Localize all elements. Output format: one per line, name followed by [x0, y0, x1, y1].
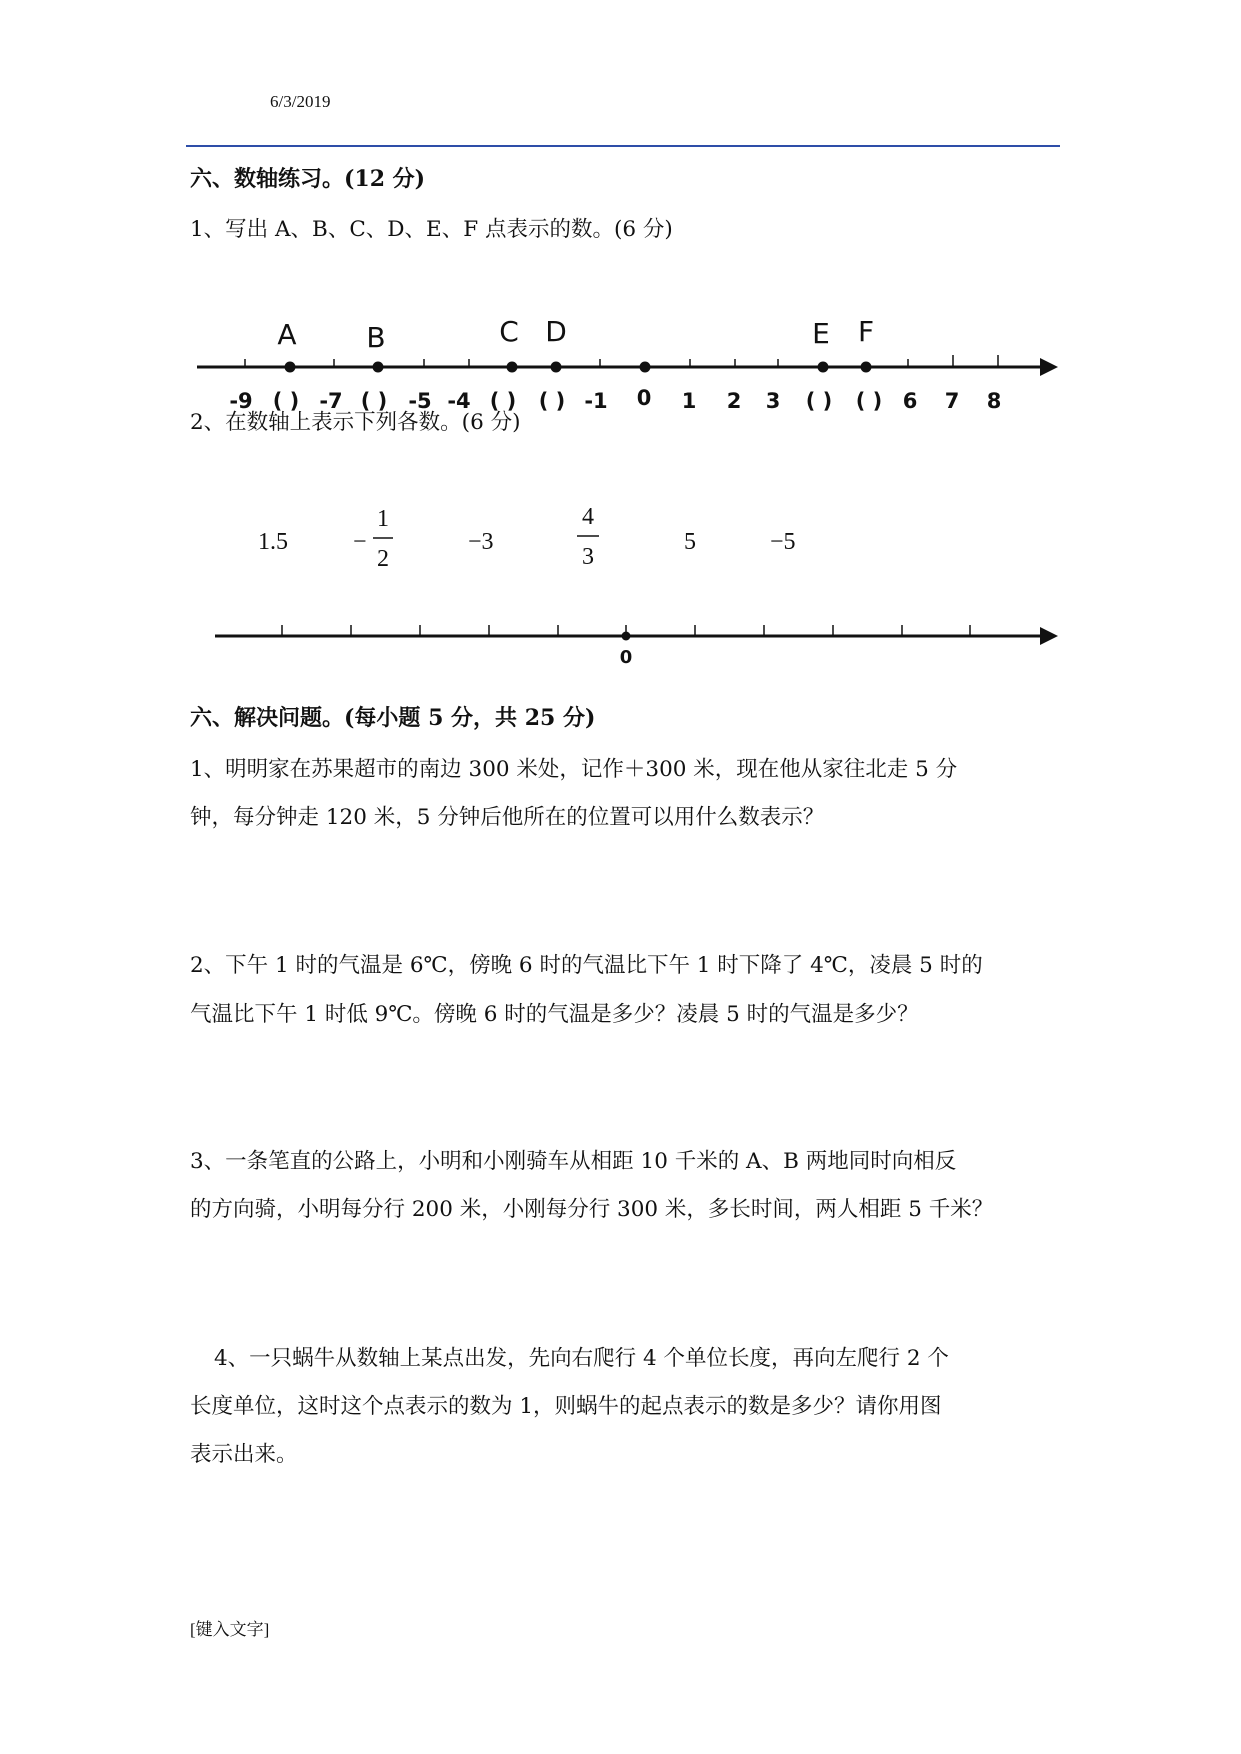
tick-label-blank: ( ) [855, 389, 883, 413]
point-label-e: E [812, 317, 830, 350]
tick-label: -1 [584, 389, 608, 413]
tick-label: -7 [319, 389, 343, 413]
tick-label-blank: ( ) [805, 389, 833, 413]
point-label-d: D [545, 315, 567, 348]
tick-label-blank: ( ) [272, 389, 300, 413]
question-1-text: 1、写出 A、B、C、D、E、F 点表示的数。(6 分) [190, 217, 673, 242]
fraction-sign: − [353, 529, 367, 555]
point-labels [277, 315, 874, 354]
tick-label: 1 [681, 389, 697, 413]
problem-4-line-3: 表示出来。 [190, 1442, 298, 1467]
fraction-numerator: 1 [377, 506, 389, 532]
point-b [373, 362, 384, 373]
fraction-numerator: 4 [582, 504, 594, 530]
number-line-2 [0, 600, 1241, 670]
section-title-numberline: 六、数轴练习。(12 分) [190, 166, 426, 192]
origin-point [622, 632, 631, 641]
point-e [818, 362, 829, 373]
problem-3-line-2: 的方向骑，小明每分行 200 米，小刚每分行 300 米，多长时间，两人相距 5 千米？ [190, 1197, 994, 1222]
fraction-denominator: 3 [582, 544, 594, 570]
number-5: 5 [684, 529, 696, 555]
problem-2-line-1: 2、下午 1 时的气温是 6℃，傍晚 6 时的气温比下午 1 时下降了 4℃，凌晨 5 时的 [190, 953, 983, 978]
axis-arrow [1040, 358, 1058, 376]
problem-3-line-1: 3、一条笔直的公路上，小明和小刚骑车从相距 10 千米的 A、B 两地同时向相反 [190, 1149, 957, 1174]
number-line-1 [0, 0, 1241, 440]
tick-label: 3 [765, 389, 781, 413]
problem-2-line-2: 气温比下午 1 时低 9℃。傍晚 6 时的气温是多少？凌晨 5 时的气温是多少？ [190, 1002, 919, 1027]
tick-label-blank: ( ) [489, 389, 517, 413]
tick-label: 2 [726, 389, 742, 413]
tick-label: -4 [447, 389, 471, 413]
fraction-denominator: 2 [377, 546, 389, 572]
point-f [861, 362, 872, 373]
section-title-problems: 六、解决问题。(每小题 5 分，共 25 分) [190, 705, 596, 731]
point-c [507, 362, 518, 373]
point-label-f: F [857, 315, 875, 348]
tick-label: 7 [944, 389, 960, 413]
origin-label: 0 [619, 647, 633, 668]
axis-arrow [1040, 627, 1058, 645]
tick-label: -5 [408, 389, 432, 413]
numbers-to-plot [0, 490, 1241, 590]
point-origin [640, 362, 651, 373]
problem-4-line-1: 4、一只蜗牛从数轴上某点出发，先向右爬行 4 个单位长度，再向左爬行 2 个 [214, 1346, 949, 1371]
tick-label: -9 [229, 389, 253, 413]
footer-placeholder: [键入文字] [190, 1620, 270, 1639]
problem-4-line-2: 长度单位，这时这个点表示的数为 1，则蜗牛的起点表示的数是多少？请你用图 [190, 1394, 942, 1419]
tick-label-blank: ( ) [360, 389, 388, 413]
point-d [551, 362, 562, 373]
tick-label: 6 [902, 389, 918, 413]
header-date: 6/3/2019 [270, 92, 331, 111]
question-2-text: 2、在数轴上表示下列各数。(6 分) [190, 410, 521, 435]
tick-label: 0 [636, 386, 652, 410]
number-neg-3: −3 [468, 529, 494, 555]
tick-label: 8 [986, 389, 1002, 413]
tick-label-blank: ( ) [538, 389, 566, 413]
number-neg-5: −5 [770, 529, 796, 555]
problem-1-line-1: 1、明明家在苏果超市的南边 300 米处，记作＋300 米，现在他从家往北走 5 分 [190, 757, 958, 782]
problem-1-line-2: 钟，每分钟走 120 米，5 分钟后他所在的位置可以用什么数表示？ [190, 805, 825, 830]
point-label-a: A [277, 318, 297, 351]
point-label-b: B [366, 321, 386, 354]
point-label-c: C [499, 315, 519, 348]
axis-ticks [245, 355, 998, 367]
point-a [285, 362, 296, 373]
number-1-5: 1.5 [258, 529, 288, 555]
